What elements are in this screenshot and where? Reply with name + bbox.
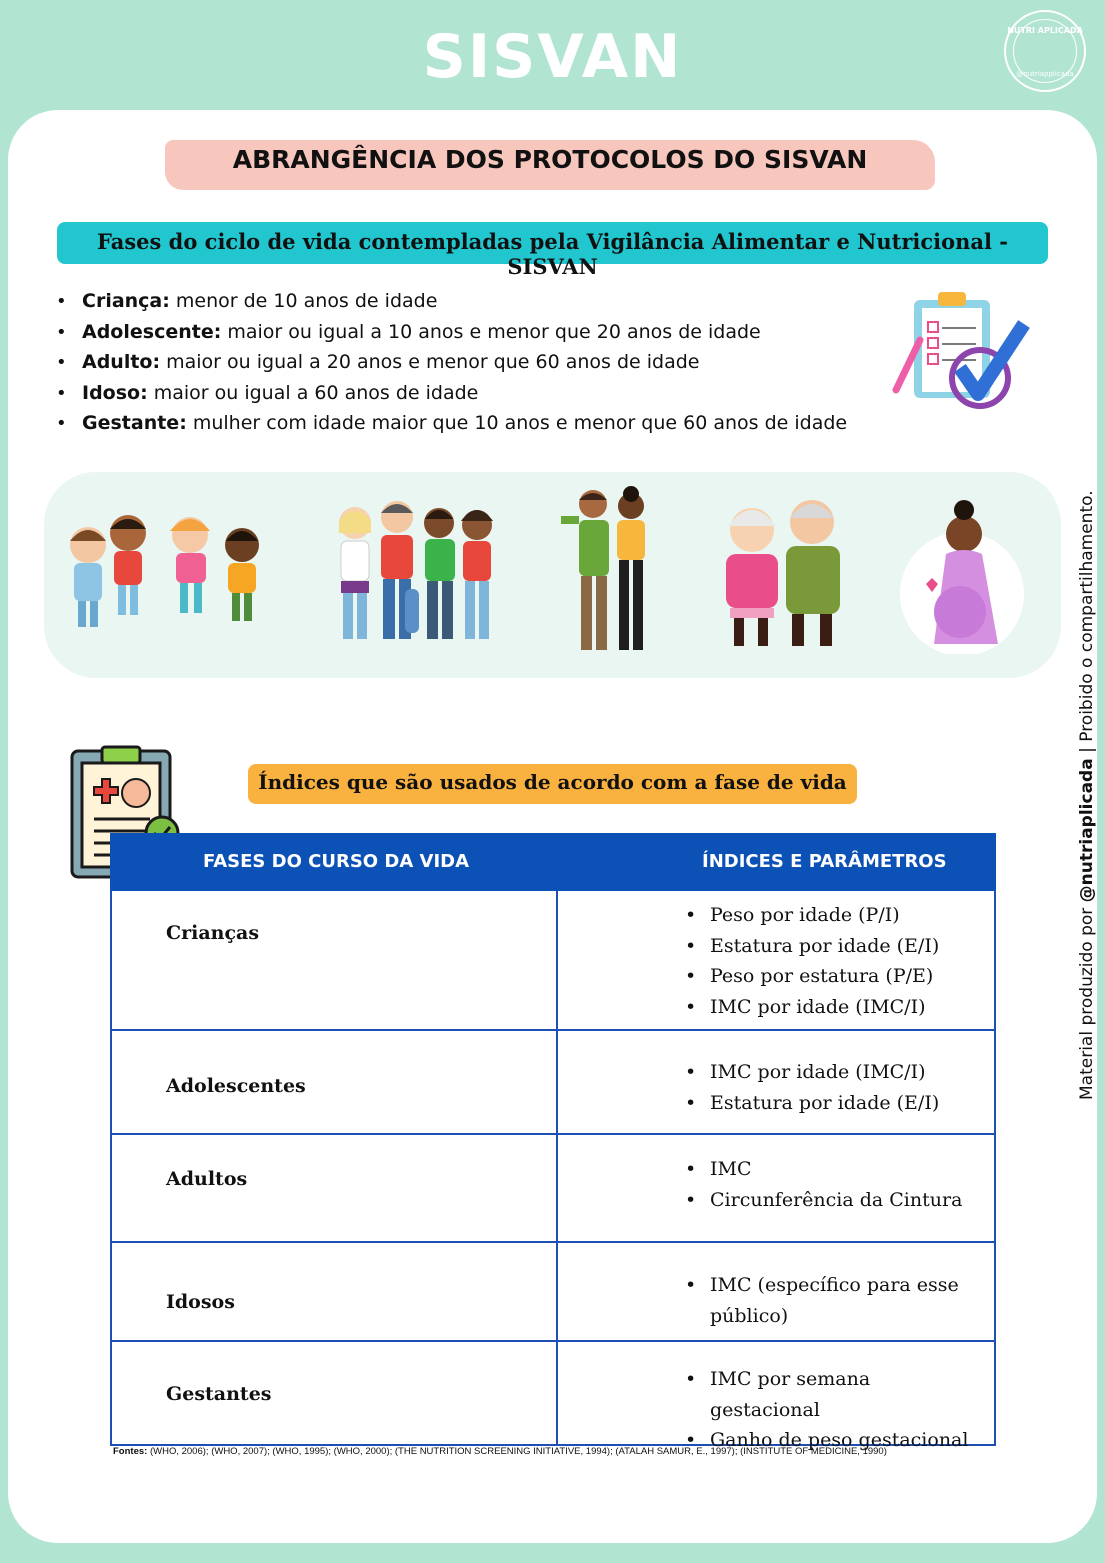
- badge-name: NUTRI APLICADA: [1007, 26, 1083, 35]
- list-item: • Criança: menor de 10 anos de idade: [56, 290, 847, 321]
- phase-cell: Idosos: [166, 1291, 235, 1313]
- table-row: [110, 1342, 996, 1451]
- table-row: [110, 1243, 996, 1342]
- index-item: • IMC por semana gestacional: [683, 1364, 982, 1425]
- subtitle: ABRANGÊNCIA DOS PROTOCOLOS DO SISVAN: [232, 145, 868, 174]
- index-item: • IMC: [683, 1154, 982, 1185]
- credit-handle: @nutriaplicada: [1077, 758, 1097, 903]
- index-item: • IMC por idade (IMC/I): [683, 992, 982, 1023]
- list-item: • Gestante: mulher com idade maior que 10 anos e menor que 60 anos de idade: [56, 412, 847, 443]
- indices-cell: [683, 1270, 982, 1331]
- column-header-indices: ÍNDICES E PARÂMETROS: [702, 851, 947, 872]
- sources-footnote: [113, 1446, 887, 1457]
- indices-cell: [683, 900, 982, 1022]
- phases-title: Fases do ciclo de vida contempladas pela Vigilância Alimentar e Nutricional - SISVAN: [96, 229, 1009, 279]
- column-header-phases: FASES DO CURSO DA VIDA: [203, 851, 470, 872]
- clipboard-check-icon: [890, 290, 1030, 410]
- phase-cell: Gestantes: [166, 1383, 272, 1405]
- phase-cell: Crianças: [166, 922, 260, 944]
- side-credit: [1057, 460, 1097, 1100]
- indices-cell: [683, 1154, 982, 1215]
- index-item: • Estatura por idade (E/I): [683, 1088, 982, 1119]
- index-item: • Estatura por idade (E/I): [683, 931, 982, 962]
- indices-cell: [683, 1364, 982, 1456]
- credit-suffix: | Proibido o compartilhamento.: [1077, 490, 1097, 753]
- indices-table: [110, 833, 996, 1451]
- phases-list: [56, 290, 847, 443]
- sources-label: Fontes:: [113, 1446, 148, 1457]
- page-title: SISVAN: [422, 22, 683, 92]
- phase-cell: Adultos: [166, 1168, 248, 1190]
- list-item: • Adulto: maior ou igual a 20 anos e menor que 60 anos de idade: [56, 351, 847, 382]
- sources-text: (WHO, 2006); (WHO, 2007); (WHO, 1995); (WHO, 2000); (THE NUTRITION SCREENING INITIATIVE, 1994); (ATALAH SAMUR, E., 1997); (INSTITUTE OF MEDICINE, 1990): [149, 1446, 887, 1457]
- indices-title: Índices que são usados de acordo com a fase de vida: [258, 770, 847, 794]
- list-item: • Adolescente: maior ou igual a 10 anos e menor que 20 anos de idade: [56, 321, 847, 352]
- pregnant-woman-illustration: [898, 494, 1028, 654]
- index-item: • Peso por estatura (P/E): [683, 961, 982, 992]
- index-item: • IMC por idade (IMC/I): [683, 1057, 982, 1088]
- table-row: [110, 891, 996, 1031]
- brand-badge: [1004, 10, 1086, 92]
- table-header: [110, 833, 996, 891]
- index-item: • Circunferência da Cintura: [683, 1185, 982, 1216]
- index-item: • Peso por idade (P/I): [683, 900, 982, 931]
- phase-cell: Adolescentes: [166, 1075, 306, 1097]
- index-item: • IMC (específico para esse público): [683, 1270, 982, 1331]
- badge-handle: @nutriapplicada: [1016, 70, 1074, 78]
- table-row: [110, 1135, 996, 1243]
- index-item: • Ganho de peso gestacional: [683, 1425, 982, 1456]
- elderly-illustration: [712, 490, 852, 650]
- adults-illustration: [555, 486, 660, 656]
- table-row: [110, 1031, 996, 1135]
- indices-cell: [683, 1057, 982, 1118]
- list-item: • Idoso: maior ou igual a 60 anos de idade: [56, 382, 847, 413]
- children-illustration: [60, 505, 270, 635]
- credit-prefix: Material produzido por: [1077, 907, 1097, 1100]
- teenagers-illustration: [325, 493, 500, 648]
